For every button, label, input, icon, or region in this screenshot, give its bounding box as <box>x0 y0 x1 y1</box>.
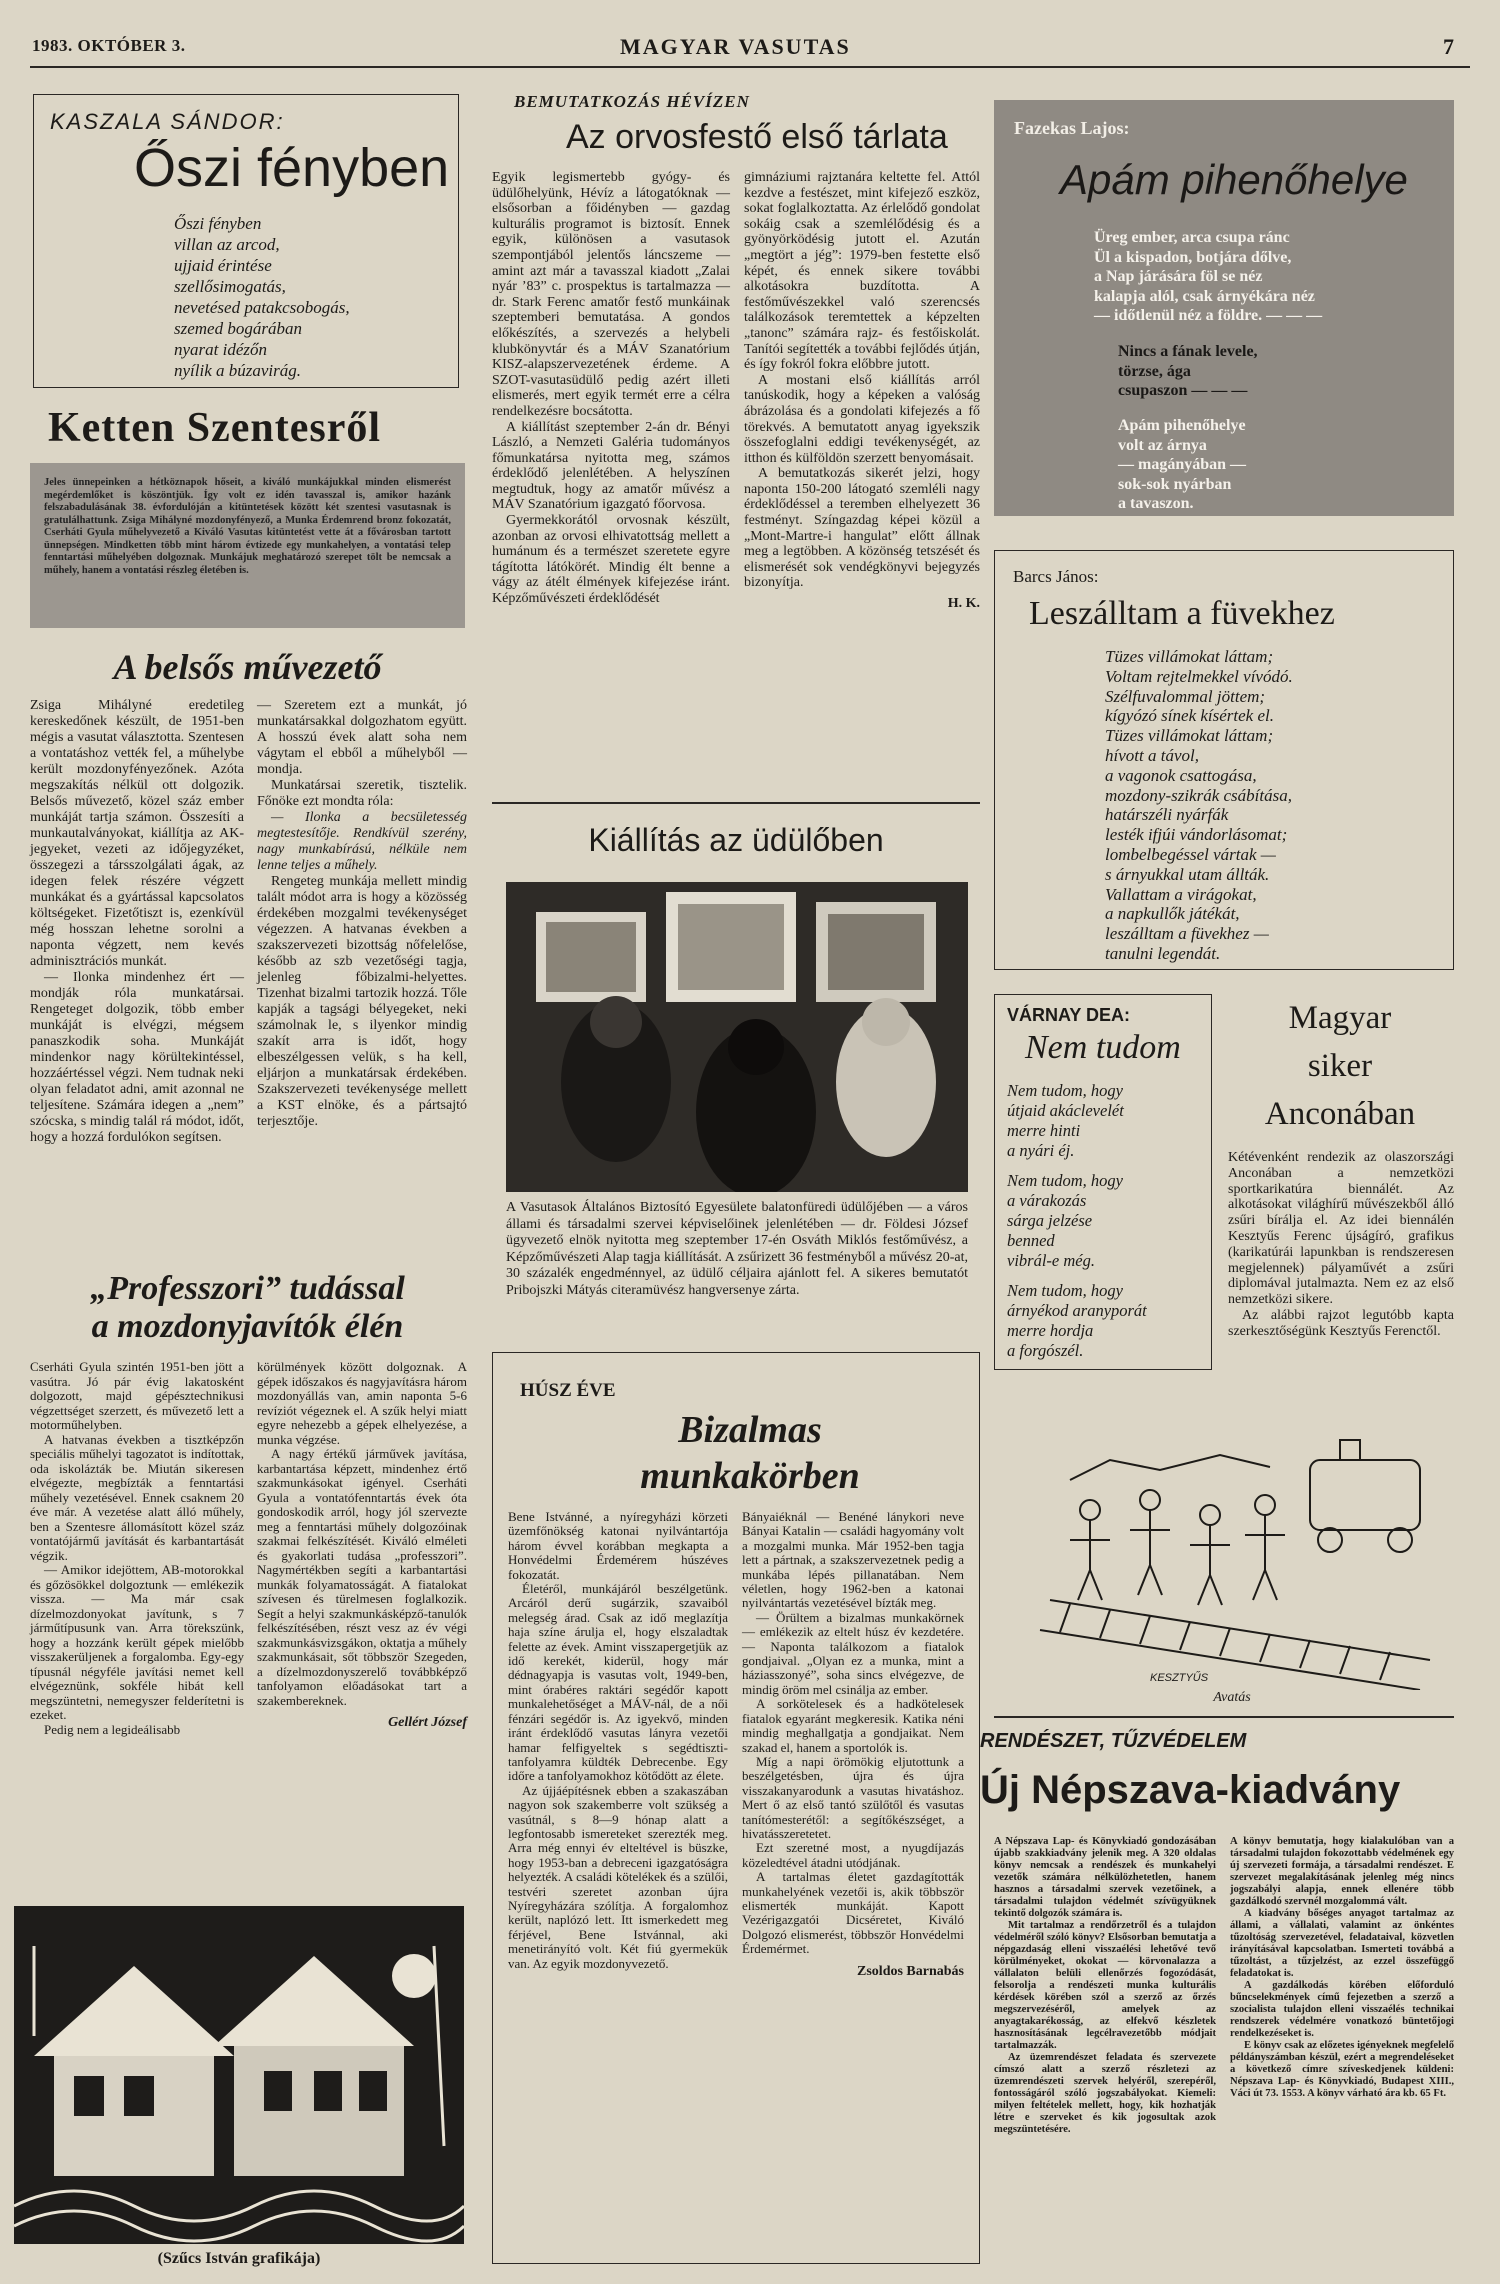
siker-text <box>1228 1150 1454 1340</box>
nem-stanza-2: Nem tudom, hogy a várakozás sárga jelzése benned vibrál-e még. <box>1007 1171 1123 1270</box>
prof-col1 <box>30 1360 244 1737</box>
cartoon-drawing <box>1010 1420 1454 1690</box>
orvos-p2: A kiállítást szeptember 2-án dr. Bényi László, a Nemzeti Galéria tudományos főmunkatársa nyitotta meg, számos érdeklődő jelenlétében. A helyszínen megtudtuk, hogy az amatőr művész a MÁV Szanatórium igazgató főorvosa. <box>492 419 730 513</box>
orvos-kicker: BEMUTATKOZÁS HÉVÍZEN <box>514 92 750 111</box>
belsos-col2 <box>257 698 467 1130</box>
husz-p1: Bene Istvánné, a nyíregyházi körzeti üzemfőnökség katonai nyilvántartója három évvel korábban megkapta a Honvédelmi Érdemérem húszéves fokozatát. <box>508 1509 728 1582</box>
rend-title: Új Népszava-kiadvány <box>980 1768 1401 1812</box>
prof-p6: A nagy értékű járművek javítása, karbantartása képzett, mindenhez értő szakmunkásokat igényel. Cserháti Gyula a vontatófenntartás évek óta gondoskodik arról, hogy jól szervezte meg a fenntartási műhely dolgozóinak szakmai felkészítését. Kiváló elméleti és gyakorlati tudása „professzori”. Nagymértékben segíti a karbantartási munkák folyamatosságát. A fiatalokat szívesen és türelmesen foglalkozik. Segít a helyi szakmunkásképző-tanulók felkészítésében, részt vesz az év végi szakmunkásvizsgákon, oktatja a műhely szakmunkásait, sőt többször Szegeden, a dízelmozdonyszerelő továbbképző tanfolyamon előadásokat tart a szakembereknek. <box>257 1446 467 1708</box>
apam-author: Fazekas Lajos: <box>1014 118 1130 138</box>
siker-p2: Az alábbi rajzot legutóbb kapta szerkesztőségünk Kesztyűs Ferenctől. <box>1228 1307 1454 1339</box>
page-number: 7 <box>1443 34 1454 59</box>
rend-p4: A könyv bemutatja, hogy kialakulóban van a társadalmi tulajdon fokozottabb védelmének egy új szervezeti formája, a társadalmi rendészet. E szervezet megalakításának jelenleg még nincs jogszabályi alapja, ennek ellenére több gazdálkodó szervnél mozgalommá vált. <box>1230 1836 1454 1907</box>
husz-p9: A tartalmas életet gazdagították munkahelyének vezetői is, akik többször elismerték munkáját. Kapott Vezérigazgatói Dicséretet, Kiváló Dolgozó elismerést, többször Honvédelmi Érdemérmet. <box>742 1869 964 1957</box>
orvos-p3: Gyermekkorától orvosnak készült, azonban az orvosi elhivatottság mellett a humánum és a természet szeretete egyre tágította látókörét. Mindig élt benne a vágy az átélt élmények kifejezése iránt. Képzőművészeti érdeklődését <box>492 513 730 607</box>
husz-p4: Bányaiéknál — Benéné lánykori neve Bányai Katalin — családi hagyomány volt a mozgalmi munka. Már 1952-ben tagja lett a pártnak, a szakszervezetnek pedig a munkába lépés pillanatában. Nem véletlen, hogy 1962-ben a katonai nyilvántartás vezetésével bízták meg. <box>742 1509 964 1611</box>
graphic-caption: (Szűcs István grafikája) <box>157 2250 321 2267</box>
apam-title: Apám pihenőhelye <box>1060 156 1408 203</box>
belsos-p2: — Ilonka mindenhez ért — mondják róla munkatársai. Rengeteget dolgozik, több ember munkáját is elvégzi, mégsem panaszkodik soha. Munkáját mindenkor nagy körültekintéssel, hozzáértéssel végzi. Nem tudnak neki olyan feladatot adni, amit azonnal ne teljesítene. Számára idegen a „nem” szócska, s mindig talál rá módot, időt, hogy a hozzá fordulókon segítsen. <box>30 970 244 1145</box>
leszall-poem: Tüzes villámokat láttam; Voltam rejtelmekkel vívódó. Szélfuvalommal jöttem; kígyózó sínek kísértek el. Tüzes villámokat láttam; hívott a távol, a vagonok csattogása, mozdony-szikrák csábítása, határszéli nyárfák lesték ifjúi vándorlásomat; lombelbegéssel vártak — s árnyukkal utam állták. Vallattam a virágokat, a napkullők játékát, leszálltam a füvekhez — tanulni legendát. <box>1105 647 1293 963</box>
husz-title-2: munkakörben <box>640 1455 860 1497</box>
ketten-intro: Jeles ünnepeinken a hétköznapok hőseit, a kiváló munkájukkal minden elismerést megérdemlőket is köszöntjük. Így volt ez idén tavasszal is, amikor hazánk felszabadulásának 38. évfordulóján a kitüntetések között két szentesi vasutasnak is gratulálhattunk. Zsiga Mihályné mozdonyfényező, a Munka Érdemrend bronz fokozatát, Cserháti Gyula műhelyvezető a Kiváló Vasutas kitüntetést vette át a fővárosban tartott ünnepségen. Mindketten több mint három évtizede egy munkahelyen, a vontatási telep fenntartási műhelyében dolgoznak. Munkájuk meghatározó szerepet tölt be nemcsak a műhely, hanem a vontatási részleg életében is. <box>44 477 451 576</box>
exhibition-photo <box>506 882 968 1192</box>
husz-p6: A sorkötelesek és a hadkötelesek fiatalok egyaránt megkeresik. Katika néni mindig meghallgatja a gondjaikat. Nem szakad el, hanem a sportolók is. <box>742 1696 964 1755</box>
husz-byline: Zsoldos Barnabás <box>857 1963 964 1979</box>
rend-p7: E könyv csak az előzetes igényeknek megfelelő példányszámban készül, ezért a megrendeléseket a következő címre szíveskedjenek küldeni: Népszava Lap- és Könyvkiadó, Budapest XIII., Váci út 73. 1553. A könyv várható ára kb. 65 Ft. <box>1230 2040 1454 2099</box>
apam-stanza-1: Üreg ember, arca csupa ránc Ül a kispadon, botjára dőlve, a Nap járására föl se néz kalapja alól, csak árnyékára néz — időtlenül néz a földre. — — — <box>1094 229 1323 324</box>
prof-p4: Pedig nem a legideálisabb <box>44 1721 181 1737</box>
leszall-box <box>994 550 1454 970</box>
prof-col2 <box>257 1360 467 1732</box>
orvos-p1: Egyik legismertebb gyógy- és üdülőhelyünk, Hévíz a látogatóknak — elsősorban a főidényben — gazdag kulturális programot is biztosít. Ennek egyik, különösen a vasutasok szempontjából jelentős láncszeme — amint azt már a tavasszal kiadott „Zalai nyár ’83” c. prospektus is tartalmazza — dr. Stark Ferenc amatőr festő munkáinak szeptemberi bemutatása. A gondos előkészítés, a szervezés a helybeli klubkönyvtár és a MÁV Szanatórium KISZ-alapszervezetének érdeme. A SZOT-vasutasüdülő pedig azért illeti elismerés, mert egyik termét erre a célra rendelkezésre bocsátotta. <box>492 170 730 419</box>
rend-p3: Az üzemrendészet feladata és szervezete címszó alatt a szerző részletezi az üzemrendészeti szervek helyéről, szerepéről, fontosságáról szóló jogszabályokat. Kiemeli: milyen feltételek mellett, hogy, kik hozhatják létre e szerveket és kik jogosultak azok megszüntetésére. <box>994 2052 1216 2135</box>
osz-author: KASZALA SÁNDOR: <box>50 109 285 134</box>
nem-author: VÁRNAY DEA: <box>1007 1005 1131 1025</box>
kiall-caption: A Vasutasok Általános Biztosító Egyesülete balatonfüredi üdülőjében — a város állami és társadalmi szervei képviselőinek jelenlétében — dr. Földesi József ügyvezető elnök nyitotta meg szeptember 17-én Osváth Miklós festőművész, a Képzőművészeti Alap tagja kiállítását. A zsűrizett 36 festményből a művész 20-at, 30 százalék engedménnyel, az üdülő céljaira ajánlott fel. A sikeres bemutatót Pribojszki Mátyás citeramüvész hangversenye zárta. <box>506 1200 968 1298</box>
orvos-col2 <box>744 170 980 613</box>
prof-title-1: „Professzori” tudással <box>90 1270 405 1307</box>
orvos-p4: gimnáziumi rajztanára keltette fel. Attól kezdve a festészet, mint kifejező eszköz, sokat foglalkoztatta. Az érlelődő gondolat sokáig csak a szemlélődésig és a gyönyörködésig jutott el. Azután „megtört a jég”: 1979-ben festette első képét, és ennek sikere további alkotásokra buzdította. A festőművészekkel való szerencsés találkozások teremtettek a képzelten „tanonc” számára rajz- és festőiskolát. Tanítói segítették a további fejlődés útján, és így fokról fokra előbbre jutott. <box>744 170 980 373</box>
rend-p2: Mit tartalmaz a rendőrzetről és a tulajdon védelméről szóló könyv? Elsősorban bemutatja a népgazdaság elleni visszaélési lehetővé tevő körülményeket, okokat — körvonalazza a vállalaton belüli ellenőrzés fogozódását, felsorolja a rendészeti munka kulturális kérdések körében szól a szerző az őrzés megszervezéséről, amelyek az anyagtakarékosság, az elfekvő készletek hasznosításának legcélravezetőbb módjait tartalmazzák. <box>994 1920 1216 2051</box>
cartoon-caption: Avatás <box>1213 1690 1251 1705</box>
avatas-cartoon <box>1010 1420 1454 1690</box>
ketten-intro-box <box>30 463 465 628</box>
rend-rule <box>994 1716 1454 1718</box>
prof-byline: Gellért József <box>388 1715 467 1730</box>
orvos-p5: A mostani első kiállítás arról tanúskodik, hogy a képeken a valóság ábrázolása és a gondolati kifejezés a fő törekvés. A bemutatott anyag igyekszik összefoglalni eddigi tevékenységét, az itthon és külföldön szerzett benyomásait. <box>744 372 980 466</box>
nem-stanza-1: Nem tudom, hogy útjaid akáclevelét merre hinti a nyári éj. <box>1007 1081 1124 1160</box>
masthead-rule <box>30 66 1470 68</box>
belsos-p4: Munkatársai szeretik, tisztelik. Főnöke ezt mondta róla: <box>257 778 467 809</box>
prof-p1: Cserháti Gyula szintén 1951-ben jött a vasútra. Jó pár évig lakatosként dolgozott, majd gépésztechnikusi végzettséget szerzett, és művezető lett a motorműhelyben. <box>30 1359 244 1432</box>
husz-col1 <box>508 1510 728 1971</box>
masthead-date: 1983. OKTÓBER 3. <box>32 36 186 55</box>
prof-p3: — Amikor idejöttem, AB-motorokkal és gőzösökkel dolgoztunk — emlékezik vissza. — Ma már csak dízelmozdonyokat javítunk, s 7 járműtípusunk van. Arra törekszünk, hogy a hozzánk került gépek mielőbb visszakerüljenek a forgalomba. Egy-egy típusnál négyféle javítási nemet kell elvégeznünk, sokféle hibát kell megszüntetni, nemegyszer felderítetni is ezeket. <box>30 1562 244 1722</box>
rend-p1: A Népszava Lap- és Könyvkiadó gondozásában újabb szakkiadvány jelenik meg. A 320 oldalas könyv nemcsak a rendészek és munkahelyi vezetők számára nélkülözhetetlen, hanem hasznos a társadalmi szervek vezetőinek, a társadalmi tulajdon védelmét szívügyüknek tekintő dolgozók számára is. <box>994 1836 1216 1919</box>
orvos-byline: H. K. <box>947 596 980 612</box>
rend-kicker: RENDÉSZET, TŰZVÉDELEM <box>980 1730 1247 1752</box>
husz-p7: Míg a napi örömökig eljutottunk a beszélgetésben, újra és újra visszakanyarodunk a vasutas hivatáshoz. Mert ő az első tantó szülőtől és vasutas tanítómesterétől: a segítőkészséget, a hivatásszeretetet. <box>742 1753 964 1841</box>
orvos-col1 <box>492 170 730 607</box>
masthead-title: MAGYAR VASUTAS <box>620 34 851 59</box>
orvos-title: Az orvosfestő első tárlata <box>566 118 948 156</box>
belsos-p5: — Ilonka a becsületesség megtestesítője. Rendkívül szerény, nagy munkabírású, nélküle nem lenne teljes a műhely. <box>257 810 467 873</box>
husz-kicker: HÚSZ ÉVE <box>520 1380 616 1401</box>
belsos-p1: Zsiga Mihályné eredetileg kereskedőnek készült, de 1951-ben mégis a vasutat választotta. Szentesen a vontatáshoz vették fel, a műhelybe került mozdonyfényezőnek. Azóta megszakítás nélkül ott dolgozik. Belsős művezető, közel száz ember munkáját tartja számon. Összesíti a munkautalványokat, kiállítja az AK-jegyeket, vezeti az időjegyzéket, összegezi a társszolgálati ágak, az idegen felek részére végzett munkákat és a gyártással kapcsolatos költségeket. Fizetőtiszt is, ezenkívül még hosszan lehetne sorolni a naponta végzett, nem kevés adminisztrációs munkát. <box>30 698 244 969</box>
rend-col2 <box>1230 1836 1454 2100</box>
husz-p8: Ezt szeretné most, a nyugdíjazás közeledtével átadni utódjának. <box>742 1840 964 1870</box>
prof-p2: A hatvanas években a tisztképzőn speciális műhelyi tagozatot is indítottak, oda iskolázták be. Miután sikeresen elvégezte, megbízták a fenntartási műhely vezetésével. Ennek csaknem 20 éve már. A vezetése alatt álló műhely, ben a Szentesre állomásított közel száz vontatójármű javítását és karbantartását végzik. <box>30 1431 244 1563</box>
belsos-p3: — Szeretem ezt a munkát, jó munkatársakkal dolgozhatom együtt. A hosszú évek alatt soha nem vágytam el ebből a műhelyből — mondja. <box>257 698 467 777</box>
siker-title-3: Anconában <box>1264 1096 1416 1132</box>
belsos-title: A belsős művezető <box>113 647 382 687</box>
nem-title: Nem tudom <box>1025 1029 1181 1066</box>
cartoon-signature: KESZTYŰS <box>1150 1672 1209 1684</box>
husz-title-1: Bizalmas <box>678 1409 822 1451</box>
osz-poem: Őszi fényben villan az arcod, ujjaid érintése szellősimogatás, nevetésed patakcsobogás, szemed bogárában nyarat idézőn nyílik a búzavirág. <box>174 214 350 380</box>
belsos-col1 <box>30 698 244 1146</box>
siker-title-1: Magyar <box>1288 1000 1392 1036</box>
rend-p5: A kiadvány bőséges anyagot tartalmaz az állami, a vállalati, valamint az önkéntes tűzoltóság szervezetével, feladataival, közvetlen irányításával kapcsolatban. Ismerteti továbbá a tűzoltást, a tűzjelzést, az ezzel összefüggő feladatokat is. <box>1230 1908 1454 1979</box>
szucs-graphic <box>14 1906 464 2244</box>
apam-box <box>994 100 1454 516</box>
husz-p5: — Örültem a bizalmas munkakörnek — emlékezik az eltelt húsz év kezdetére. — Naponta találkozom a fiatalok gondjaival. „Olyan ez a munka, mint a háziasszonyé”, soha sincs elvégezve, de mindig öröm mel csinálja az ember. <box>742 1609 964 1697</box>
kiall-photo <box>506 882 968 1192</box>
kiall-rule <box>492 802 980 804</box>
ketten-title: Ketten Szentesről <box>48 405 382 451</box>
nem-box <box>994 994 1212 1370</box>
siker-title-2: siker <box>1307 1048 1373 1084</box>
rend-p6: A gazdálkodás körében előforduló bűncselekmények című fejezetben a szerző a szocialista tulajdon elleni visszaélés technikai rendszerek védelmére vonatkozó büntetőjogi rendelkezéseket is. <box>1230 1980 1454 2039</box>
prof-p5: körülmények között dolgoznak. A gépek időszakos és nagyjavításra három mozdonyállás van, amin naponta 5-6 revíziót végeznek el. A szűk helyi miatt egyre nehezebb a gépek elhelyezése, a munka végzése. <box>257 1359 467 1447</box>
kiall-title: Kiállítás az üdülőben <box>588 822 884 858</box>
woodcut-illustration <box>14 1906 464 2244</box>
prof-title-2: a mozdonyjavítók élén <box>91 1308 404 1345</box>
leszall-title: Leszálltam a füvekhez <box>1029 595 1335 632</box>
leszall-author: Barcs János: <box>1013 567 1099 586</box>
rend-col1 <box>994 1836 1216 2136</box>
belsos-p6: Rengeteg munkája mellett mindig talált módot arra is hogy a közösség érdekében mozgalmi tevékenységet végezzen. A hatvanas években a szakszervezeti bizottság nőfelelőse, később az szb vezetőségi tagja, jelenleg főbizalmi-helyettes. Tizenhat bizalmi tartozik hozzá. Tőle kapják a tagsági bélyegeket, neki számolnak le, s ilyenkor mindig szakít arra is időt, hogy elbeszélgessen velük, s ha kell, eljárjon a munkatársak érdekében. Szakszervezeti tevékenysége mellett a KST elnöke, és a pártsajtó terjesztője. <box>257 874 467 1129</box>
husz-p3: Az újjáépítésnek ebben a szakaszában nagyon sok szakemberre volt szükség a vasútnál, s 8—9 hónap alatt a legfontosabb ismereteket szerezték meg. Arra még ennyi év elteltével is büszke, hogy 1953-ban a debreceni igazgatóságra helyezték. A családi kötelékek és a szülői, testvéri szeretet azonban újra Nyíregyházára szólítja. A forgalomhoz került, naplózó lett. Itt ismerkedett meg férjével, Bene Istvánnal, aki menetirányító volt. Két fiú gyermekük van. Az egyik mozdonyvezető. <box>508 1782 728 1971</box>
nem-stanza-3: Nem tudom, hogy árnyékod aranyporát merre hordja a forgószél. <box>1007 1281 1147 1360</box>
osz-title: Őszi fényben <box>134 138 450 198</box>
husz-p2: Életéről, munkájáról beszélgetünk. Arcáról derű sugárzik, szavaiból melegség árad. Csak az idő meglazítja haja színe árulja el, hogy elszaladtak felette az évek. Amint visszapergetjük az idő kerekét, kiderül, hogy már dédnagyapja is vasutas volt, 1949-ben, mint órabéres raktári segédőr kapott munkalehetőséget a MÁV-nál, de a női fénzári segédőr is. Az igyekvő, minden iránt érdeklődő vasutas lányra vezetői hamar felfigyeltek s segédtiszti-tanfolyamra küldték Debrecenbe. Egy időre a tanfolyamokhoz kötődött az élete. <box>508 1581 728 1784</box>
siker-p1: Kétévenként rendezik az olaszországi Anconában a nemzetközi sportkarikatúra biennálét. Az alkotásokat világhírű művészekből álló zsűri bírálja el. Az idei biennálén Kesztyűs Ferenc újságíró, grafikus (karikatúrái lapunkban is rendszeresen megjelennek) pályaművét a zsűri diplomával jutalmazta. Nem ez az első nemzetközi sikere. <box>1228 1150 1454 1308</box>
apam-stanza-3: Apám pihenőhelye volt az árnya — magányában — sok-sok nyárban a tavaszon. <box>1118 417 1247 512</box>
husz-col2 <box>742 1510 964 1980</box>
osz-poem-box <box>33 94 459 388</box>
apam-stanza-2: Nincs a fának levele, törzse, ága csupaszon — — — <box>1118 343 1258 399</box>
orvos-p6: A bemutatkozás sikerét jelzi, hogy naponta 150-200 látogató szemléli nagy érdeklődéssel a teremben elhelyezett 36 festményt. Színgazdag képei közül a „Mont-Martre-i hangulat” előtt állnak meg a legtöbben. A közönség tetszését és elismerését sok vendégkönyvi bejegyzés bizonyítja. <box>744 466 980 591</box>
